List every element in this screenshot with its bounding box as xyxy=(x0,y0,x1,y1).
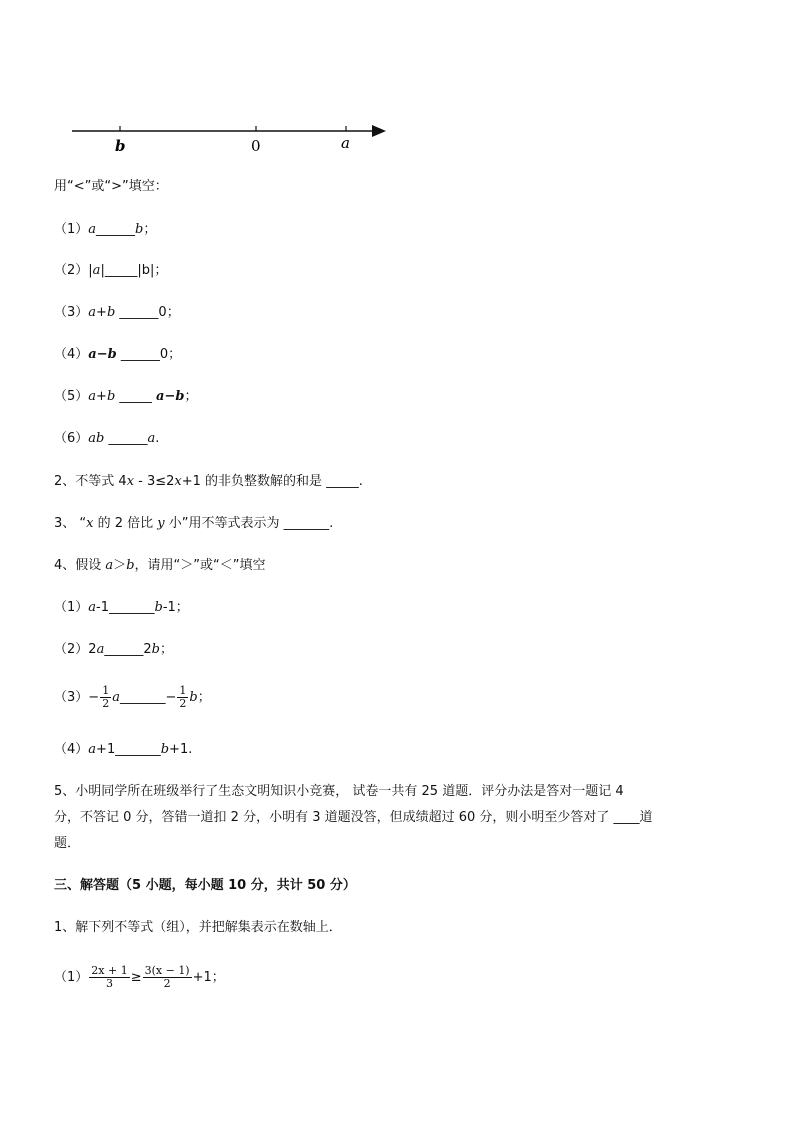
q1-item-6 xyxy=(54,430,159,448)
q4-item-1: （1）a-1_______b-1； xyxy=(54,600,189,615)
var-a: a xyxy=(92,263,101,278)
item-number: （1） xyxy=(54,600,89,615)
fraction-left: $\frac{2x + 1}{3}$ xyxy=(91,964,128,990)
var-a: a xyxy=(88,305,97,320)
var-a: a xyxy=(88,600,97,615)
answer-blank: ______ xyxy=(115,305,159,320)
section-3-heading: 三、解答题（5 小题，每小题 10 分，共计 50 分） xyxy=(54,878,356,893)
operator: − xyxy=(164,389,176,404)
question-5-line-2: 分，不答记 0 分，答错一道扣 2 分，小明有 3 道题没答，但成绩超过 60 分，则小明至少答对了 ____道 xyxy=(54,810,653,825)
q4-item-2: （2）2a______2b； xyxy=(54,642,173,657)
question-5-line-3: 题． xyxy=(54,836,81,851)
var-b: b xyxy=(106,389,116,404)
var-x: x xyxy=(126,474,135,489)
question-2: 2、不等式 4x - 3≤2x+1 的非负整数解的和是 _____. xyxy=(54,474,363,489)
item-number: （5） xyxy=(54,389,89,404)
item-number: （1） xyxy=(54,970,89,985)
item-number: （3） xyxy=(54,690,89,705)
var-b: b xyxy=(189,690,198,705)
answer-blank: |_____|b|； xyxy=(100,263,168,278)
abs-bar: | xyxy=(88,263,93,278)
punct: ； xyxy=(143,222,157,237)
question-3: 3、 “x 的 2 倍比 y 小”用不等式表示为 _______. xyxy=(54,516,334,531)
var-x: x xyxy=(86,516,94,531)
var-x: x xyxy=(174,474,182,489)
fraction-half: $\frac{1}{2}$ xyxy=(102,684,110,710)
q4-item-4: （4）a+1_______b+1. xyxy=(54,742,193,757)
operator: − xyxy=(96,347,108,362)
var-b: b xyxy=(106,305,116,320)
var-a: a xyxy=(88,222,97,237)
item-number: （2） xyxy=(54,263,89,278)
item-number: （4） xyxy=(54,742,89,757)
var-a: a xyxy=(147,431,156,446)
punct: . xyxy=(155,431,160,446)
var-a: a xyxy=(105,558,114,573)
number-line-arrow xyxy=(372,125,386,137)
var-b-bold: b xyxy=(175,389,185,404)
var-a: a xyxy=(112,690,120,705)
expr-ab: ab xyxy=(88,431,105,446)
var-b: b xyxy=(135,222,144,237)
fill-instruction: 用“<”或“>”填空： xyxy=(54,179,168,194)
answer-blank: ______ xyxy=(96,222,136,237)
number-line xyxy=(68,118,398,158)
label-a: a xyxy=(341,134,350,152)
q1-item-5 xyxy=(54,388,198,406)
label-0: 0 xyxy=(251,137,261,155)
fraction-half: $\frac{1}{2}$ xyxy=(179,684,187,710)
section-3-question-1: 1、解下列不等式（组），并把解集表示在数轴上． xyxy=(54,920,342,935)
q1-item-1 xyxy=(54,221,156,239)
q1-item-3 xyxy=(54,304,180,322)
q4-item-3: （3）− $\frac{1}{2}$ a_______− $\frac{1}{2}$ b； xyxy=(54,684,211,710)
var-a: a xyxy=(96,642,105,657)
label-b: b xyxy=(115,137,126,155)
var-a: a xyxy=(88,389,97,404)
question-4: 4、假设 a＞b，请用“＞”或“＜”填空 xyxy=(54,558,266,573)
var-a: a xyxy=(88,742,97,757)
punct: ； xyxy=(184,389,198,404)
question-5-line-1: 5、小明同学所在班级举行了生态文明知识小竞赛， 试卷一共有 25 道题．评分办法是答对一题记 4 xyxy=(54,784,624,799)
section-3-question-1-item-1: （1） $\frac{2x + 1}{3}$ ≥ $\frac{3(x - 1)}{2}$ +1； xyxy=(54,964,225,990)
tail: 0； xyxy=(158,305,180,320)
operator: + xyxy=(96,305,107,320)
var-b: b xyxy=(151,642,160,657)
q1-item-4 xyxy=(54,346,181,364)
item-number: （6） xyxy=(54,431,89,446)
answer-blank: _____ xyxy=(115,389,157,404)
q1-item-2 xyxy=(54,262,167,280)
var-b: b xyxy=(107,347,117,362)
tail: 0； xyxy=(159,347,182,362)
answer-blank: _______ xyxy=(119,690,166,705)
item-number: （3） xyxy=(54,305,89,320)
fraction-right: $\frac{3(x - 1)}{2}$ xyxy=(144,964,190,990)
operator: + xyxy=(96,389,107,404)
var-a-bold: a xyxy=(156,389,165,404)
answer-blank: ______ xyxy=(104,431,148,446)
var-b: b xyxy=(160,742,170,757)
item-number: （1） xyxy=(54,222,89,237)
item-number: （2） xyxy=(54,642,89,657)
answer-blank: ______ xyxy=(116,347,160,362)
geq-sign: ≥ xyxy=(130,970,142,985)
var-a: a xyxy=(88,347,97,362)
var-y: y xyxy=(157,516,165,531)
item-number: （4） xyxy=(54,347,89,362)
var-b: b xyxy=(154,600,163,615)
var-b: b xyxy=(126,558,135,573)
